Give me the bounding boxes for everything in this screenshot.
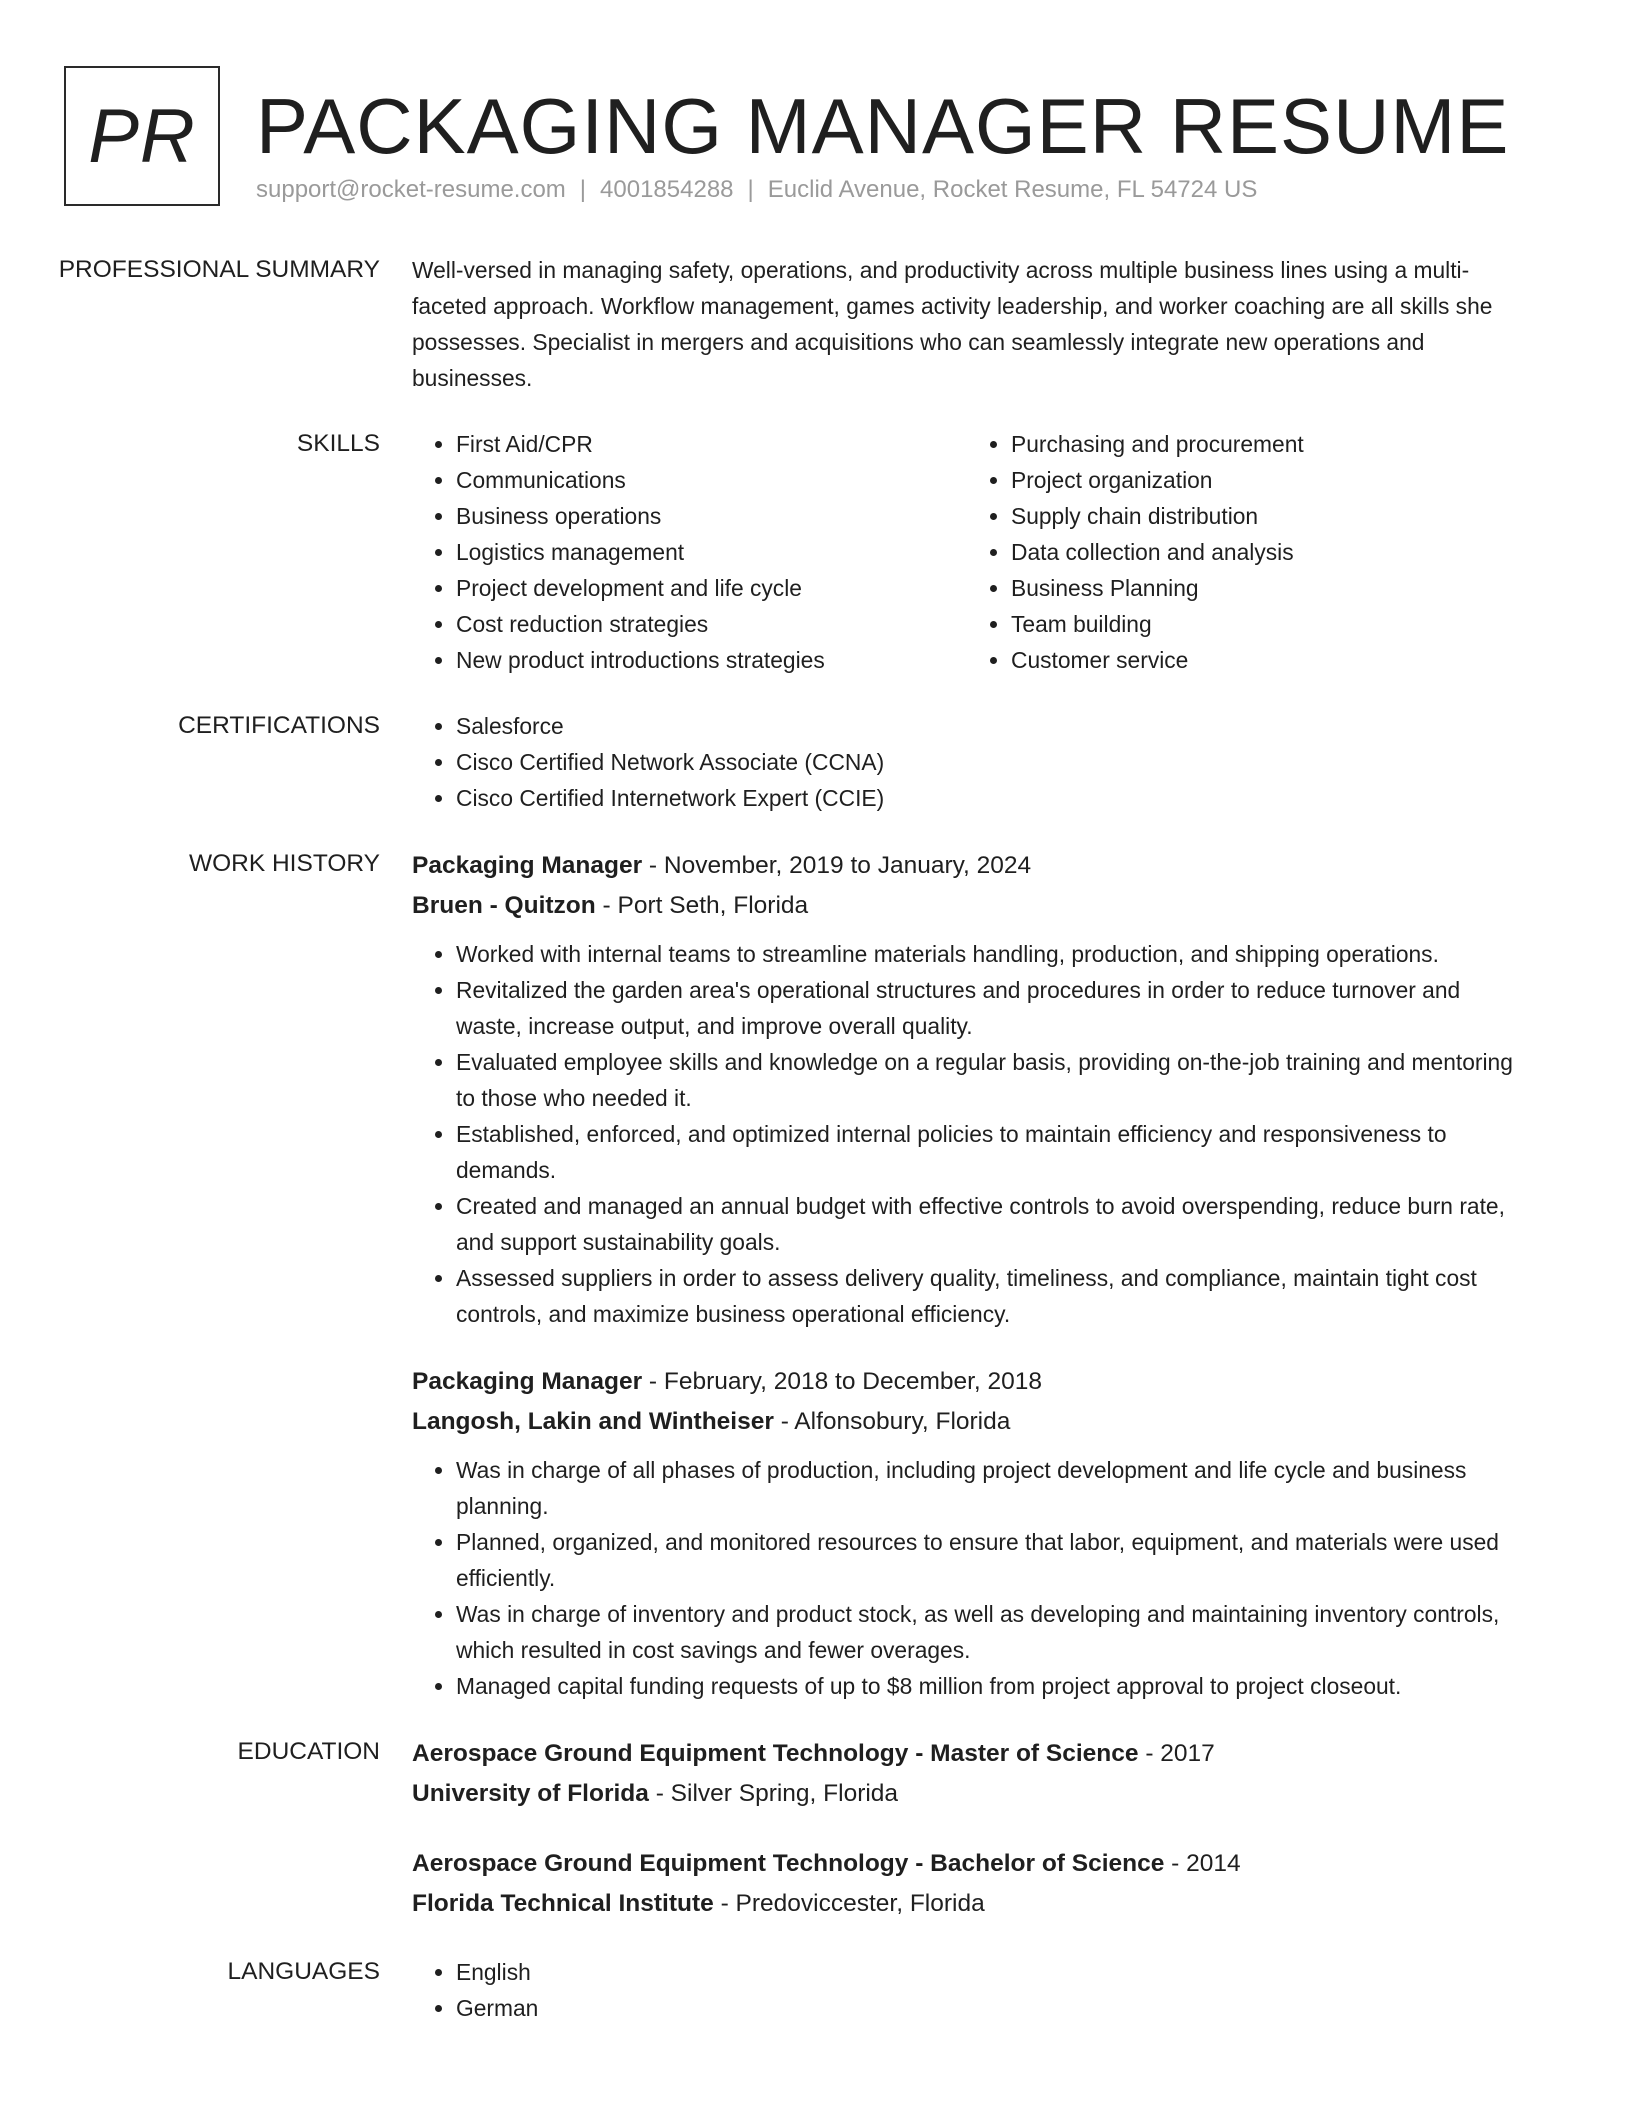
skill-item: • Purchasing and procurement [1011,426,1522,462]
contact-email[interactable]: support@rocket-resume.com [256,176,566,203]
education-entry [412,1844,1522,1924]
section-languages [0,1954,1632,2026]
section-education [0,1734,1632,1924]
section-label: CERTIFICATIONS [178,712,380,739]
job-dates: - February, 2018 to December, 2018 [642,1368,1043,1395]
language-item: • German [456,1990,1522,2026]
skill-item: • Supply chain distribution [1011,498,1522,534]
contact-separator: | [747,176,754,203]
job-entry [412,1362,1522,1704]
job-location: - Port Seth, Florida [595,892,809,919]
education-school: University of Florida [412,1780,649,1807]
page-title: PACKAGING MANAGER RESUME [256,82,1510,170]
section-label: LANGUAGES [227,1958,380,1985]
certification-item: • Cisco Certified Network Associate (CCNA) [456,744,1522,780]
job-title-line [412,1362,1522,1402]
section-summary [0,252,1632,396]
education-year: - 2017 [1138,1740,1215,1767]
skill-item: • Logistics management [456,534,967,570]
job-bullets [412,936,1522,1332]
job-company: Bruen - Quitzon [412,892,596,919]
section-content [412,708,1522,816]
section-work-history [0,846,1632,1704]
job-dates: - November, 2019 to January, 2024 [642,852,1032,879]
job-title: Packaging Manager [412,852,643,879]
certification-item: • Cisco Certified Internetwork Expert (CCIE) [456,780,1522,816]
skill-item: • New product introductions strategies [456,642,967,678]
job-bullet: • Managed capital funding requests of up to $8 million from project approval to project closeout. [456,1668,1522,1704]
skills-column-right [967,426,1522,678]
skill-item: • Team building [1011,606,1522,642]
section-label: EDUCATION [237,1738,380,1765]
skill-item: • Project development and life cycle [456,570,967,606]
skills-column-left [412,426,967,678]
education-location: - Silver Spring, Florida [648,1780,899,1807]
skill-item: • Cost reduction strategies [456,606,967,642]
contact-phone[interactable]: 4001854288 [600,176,734,203]
section-skills [0,426,1632,678]
contact-address: Euclid Avenue, Rocket Resume, FL 54724 US [767,176,1258,203]
certification-item: • Salesforce [456,708,1522,744]
summary-text: Well-versed in managing safety, operations, and productivity across multiple business lines using a multi-faceted approach. Workflow management, games activity leadership, and worker coaching are all skills she possesses. Specialist in mergers and acquisitions who can seamlessly integrate new operations and businesses. [412,257,1493,391]
job-title: Packaging Manager [412,1368,643,1395]
section-content [412,252,1522,396]
skills-grid [412,426,1522,678]
skill-item: • Business Planning [1011,570,1522,606]
section-label: SKILLS [296,430,380,457]
skill-item: • Communications [456,462,967,498]
skill-item: • Data collection and analysis [1011,534,1522,570]
job-bullet: • Revitalized the garden area's operational structures and procedures in order to reduce turnover and waste, increase output, and improve overall quality. [456,972,1522,1044]
education-degree: Aerospace Ground Equipment Technology - Bachelor of Science [412,1850,1165,1877]
monogram-logo: PR [64,66,220,206]
education-entry [412,1734,1522,1814]
contact-separator: | [579,176,587,203]
education-school-line [412,1884,1522,1924]
certifications-list [412,708,1522,816]
education-school-line [412,1774,1522,1814]
skill-item: • Project organization [1011,462,1522,498]
education-degree-line [412,1844,1522,1884]
job-bullet: • Planned, organized, and monitored resources to ensure that labor, equipment, and materials were used efficiently. [456,1524,1522,1596]
job-bullet: • Established, enforced, and optimized internal policies to maintain efficiency and responsiveness to demands. [456,1116,1522,1188]
section-label: PROFESSIONAL SUMMARY [58,256,380,283]
job-bullet: • Worked with internal teams to streamline materials handling, production, and shipping operations. [456,936,1522,972]
education-school: Florida Technical Institute [412,1890,714,1917]
skill-item: • First Aid/CPR [456,426,967,462]
language-item: • English [456,1954,1522,1990]
section-content [412,1734,1522,1924]
job-location: - Alfonsobury, Florida [773,1408,1011,1435]
job-entry [412,846,1522,1332]
job-company-line [412,1402,1522,1442]
section-label: WORK HISTORY [188,850,380,877]
education-year: - 2014 [1164,1850,1241,1877]
skill-item: • Business operations [456,498,967,534]
education-location: - Predoviccester, Florida [713,1890,985,1917]
job-company: Langosh, Lakin and Wintheiser [412,1408,774,1435]
job-bullets [412,1452,1522,1704]
education-degree: Aerospace Ground Equipment Technology - Master of Science [412,1740,1139,1767]
job-bullet: • Evaluated employee skills and knowledge on a regular basis, providing on-the-job training and mentoring to those who needed it. [456,1044,1522,1116]
job-bullet: • Was in charge of all phases of production, including project development and life cycle and business planning. [456,1452,1522,1524]
skill-item: • Customer service [1011,642,1522,678]
section-content [412,846,1522,1704]
resume-header [64,64,1568,214]
job-title-line [412,846,1522,886]
contact-line [256,176,1257,204]
section-certifications [0,708,1632,816]
languages-list [412,1954,1522,2026]
job-bullet: • Created and managed an annual budget with effective controls to avoid overspending, reduce burn rate, and support sustainability goals. [456,1188,1522,1260]
section-content [412,1954,1522,2026]
job-company-line [412,886,1522,926]
job-bullet: • Was in charge of inventory and product stock, as well as developing and maintaining inventory controls, which resulted in cost savings and fewer overages. [456,1596,1522,1668]
education-degree-line [412,1734,1522,1774]
resume-sections [0,252,1632,2056]
job-bullet: • Assessed suppliers in order to assess delivery quality, timeliness, and compliance, maintain tight cost controls, and maximize business operational efficiency. [456,1260,1522,1332]
